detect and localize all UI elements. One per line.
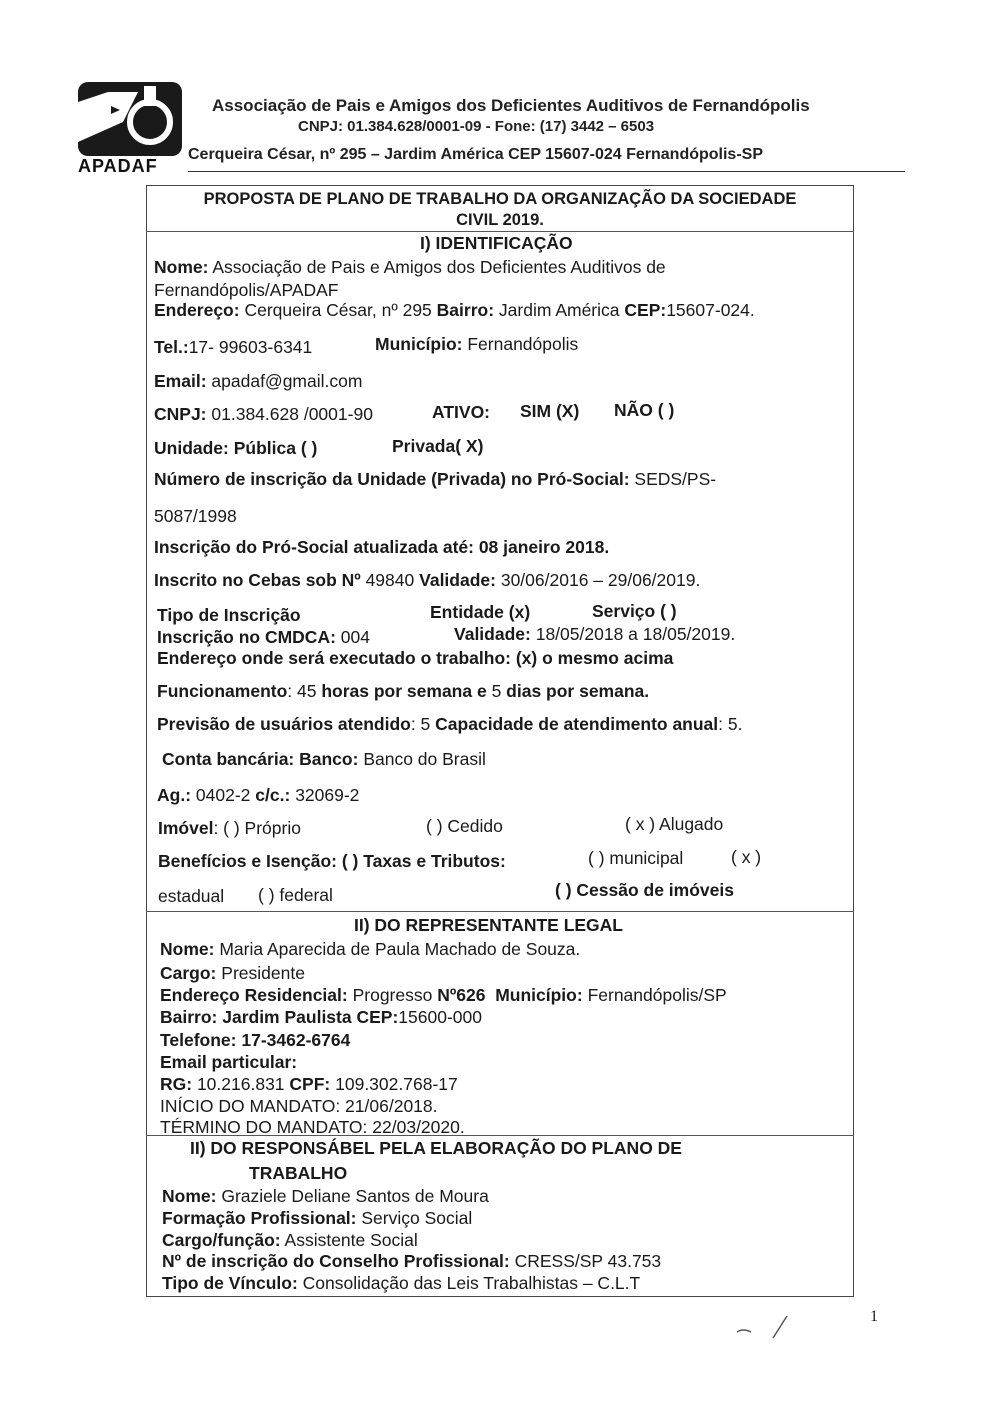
bairro-label: Bairro:	[436, 300, 495, 320]
cnpj-value: 01.384.628 /0001-90	[211, 404, 373, 424]
document-title-line1: PROPOSTA DE PLANO DE TRABALHO DA ORGANIZAÇÃO DA SOCIEDADE	[203, 190, 797, 208]
field-funcionamento	[157, 681, 649, 702]
rep-cep-value: 15600-000	[398, 1007, 482, 1027]
ativo-sim: SIM (X)	[520, 401, 580, 421]
previsao-label: Previsão de usuários atendido	[157, 714, 411, 734]
resp-formacao	[162, 1208, 472, 1229]
resp-vinculo-label: Tipo de Vínculo:	[162, 1273, 298, 1293]
pro-social-atualizada: Inscrição do Pró-Social atualizada até: 08 janeiro 2018.	[154, 537, 610, 557]
rep-cpf-label: CPF:	[289, 1074, 331, 1094]
resp-vinculo-value: Consolidação das Leis Trabalhistas – C.L.T	[302, 1273, 641, 1293]
rep-endereco-num: Nº626	[437, 985, 486, 1005]
funcionamento-label: Funcionamento	[157, 681, 288, 701]
tipo-entidade: Entidade (x)	[430, 602, 531, 622]
rep-inicio-mandato: INÍCIO DO MANDATO: 21/06/2018.	[160, 1096, 438, 1116]
cebas-validade-label: Validade:	[419, 570, 496, 590]
section1-heading: I) IDENTIFICAÇÃO	[420, 233, 573, 253]
field-imovel	[158, 818, 301, 839]
rep-nome	[160, 939, 580, 960]
rep-cargo-value: Presidente	[221, 963, 305, 983]
unidade-privada: Privada( X)	[392, 436, 484, 456]
field-cnpj	[154, 404, 373, 425]
cebas-validade-value: 30/06/2016 – 29/06/2019.	[500, 570, 701, 590]
resp-cargo-value: Assistente Social	[284, 1230, 418, 1250]
field-cmdca-validade	[454, 624, 735, 645]
funcionamento-days: 5	[491, 681, 502, 701]
rep-endereco-value: Progresso	[352, 985, 433, 1005]
resp-cargo	[162, 1230, 418, 1251]
conta-label: Conta bancária: Banco:	[162, 749, 359, 769]
bairro-value: Jardim América	[498, 300, 620, 320]
endereco-value: Cerqueira César, nº 295	[244, 300, 432, 320]
ag-value: 0402-2	[195, 785, 251, 805]
rep-endereco	[160, 985, 727, 1006]
nome-value-cont: Fernandópolis/APADAF	[154, 280, 339, 300]
rep-endereco-label: Endereço Residencial:	[160, 985, 348, 1005]
rep-nome-value: Maria Aparecida de Paula Machado de Souza.	[219, 939, 581, 959]
inscricao-value-cont: 5087/1998	[154, 506, 237, 526]
section3-heading-line1: II) DO RESPONSÁBEL PELA ELABORAÇÃO DO PLANO DE	[190, 1138, 682, 1158]
beneficios-label: Benefícios e Isenção: ( ) Taxas e Tributos:	[158, 851, 506, 871]
resp-nome-label: Nome:	[162, 1186, 217, 1206]
org-cnpj-phone: CNPJ: 01.384.628/0001-09 - Fone: (17) 3442 – 6503	[298, 118, 655, 135]
section2-heading: II) DO REPRESENTANTE LEGAL	[354, 915, 623, 935]
resp-nome	[162, 1186, 489, 1207]
section2-divider	[146, 911, 854, 912]
beneficios-estadual-mark: ( x )	[731, 847, 762, 867]
field-conta-bancaria	[162, 749, 486, 770]
rep-cargo-label: Cargo:	[160, 963, 217, 983]
rep-bairro	[160, 1007, 482, 1028]
capacidade-label: Capacidade de atendimento anual	[435, 714, 719, 734]
cep-value: 15607-024.	[666, 300, 755, 320]
tipo-servico: Serviço ( )	[592, 601, 677, 621]
handwritten-initials-icon	[735, 1312, 795, 1342]
rep-cpf-value: 109.302.768-17	[335, 1074, 458, 1094]
apadaf-logo	[78, 82, 182, 176]
logo-emblem-icon	[78, 82, 182, 156]
previsao-value: : 5	[410, 714, 431, 734]
header-divider	[188, 171, 905, 172]
tel-value: 17- 99603-6341	[188, 337, 313, 357]
ativo-label: ATIVO:	[432, 402, 491, 422]
rep-termino-mandato: TÉRMINO DO MANDATO: 22/03/2020.	[160, 1117, 465, 1137]
municipio-label: Município:	[375, 334, 463, 354]
resp-formacao-label: Formação Profissional:	[162, 1208, 357, 1228]
rep-documentos	[160, 1074, 458, 1095]
cmdca-value: 004	[340, 627, 370, 647]
field-inscricao-pro-social	[154, 469, 716, 490]
imovel-alugado: ( x ) Alugado	[625, 814, 724, 834]
unidade-publica: Unidade: Pública ( )	[154, 438, 318, 458]
field-agencia	[157, 785, 359, 806]
tipo-inscricao-label: Tipo de Inscrição	[157, 605, 301, 625]
rep-telefone: Telefone: 17-3462-6764	[160, 1030, 351, 1050]
org-address: Cerqueira César, nº 295 – Jardim América CEP 15607-024 Fernandópolis-SP	[188, 146, 763, 163]
capacidade-value: : 5.	[718, 714, 743, 734]
field-previsao	[157, 714, 742, 735]
cep-label: CEP:	[624, 300, 667, 320]
imovel-cedido: ( ) Cedido	[426, 816, 503, 836]
email-label: Email:	[154, 371, 207, 391]
document-title-line2: CIVIL 2019.	[456, 211, 544, 229]
inscricao-label: Número de inscrição da Unidade (Privada) no Pró-Social:	[154, 469, 630, 489]
rep-rg-label: RG:	[160, 1074, 193, 1094]
rep-cargo	[160, 963, 305, 984]
field-cmdca	[157, 627, 370, 648]
rep-email: Email particular:	[160, 1052, 298, 1072]
imovel-proprio: : ( ) Próprio	[213, 818, 301, 838]
cnpj-label: CNPJ:	[154, 404, 207, 424]
cebas-label: Inscrito no Cebas sob Nº	[154, 570, 361, 590]
field-municipio	[375, 334, 578, 355]
rep-rg-value: 10.216.831	[196, 1074, 285, 1094]
field-cebas	[154, 570, 700, 591]
logo-text: APADAF	[78, 156, 158, 176]
rep-municipio-label: Município:	[495, 985, 583, 1005]
municipio-value: Fernandópolis	[467, 334, 579, 354]
beneficios-estadual: estadual	[158, 886, 225, 906]
section3-heading-line2: TRABALHO	[249, 1163, 348, 1183]
email-value: apadaf@gmail.com	[211, 371, 363, 391]
resp-formacao-value: Serviço Social	[361, 1208, 473, 1228]
resp-vinculo	[162, 1273, 640, 1294]
cmdca-label: Inscrição no CMDCA:	[157, 627, 336, 647]
cmdca-validade-label: Validade:	[454, 624, 531, 644]
title-divider	[146, 231, 854, 232]
rep-municipio-value: Fernandópolis/SP	[587, 985, 727, 1005]
cc-label: c/c.:	[255, 785, 291, 805]
endereco-execucao: Endereço onde será executado o trabalho: (x) o mesmo acima	[157, 648, 674, 668]
rep-bairro-label: Bairro: Jardim Paulista CEP:	[160, 1007, 399, 1027]
cmdca-validade-value: 18/05/2018 a 18/05/2019.	[535, 624, 736, 644]
nome-value: Associação de Pais e Amigos dos Deficientes Auditivos de	[212, 257, 666, 277]
resp-inscricao-value: CRESS/SP 43.753	[514, 1251, 662, 1271]
funcionamento-hours: : 45	[287, 681, 317, 701]
funcionamento-mid: horas por semana e	[316, 681, 492, 701]
resp-inscricao	[162, 1251, 661, 1272]
imovel-label: Imóvel	[158, 818, 214, 838]
page-number: 1	[870, 1308, 878, 1325]
org-name: Associação de Pais e Amigos dos Deficientes Auditivos de Fernandópolis	[212, 96, 810, 115]
resp-cargo-label: Cargo/função:	[162, 1230, 281, 1250]
nome-label: Nome:	[154, 257, 209, 277]
field-nome	[154, 257, 666, 278]
field-endereco	[154, 300, 755, 321]
resp-nome-value: Graziele Deliane Santos de Moura	[221, 1186, 489, 1206]
beneficios-cessao: ( ) Cessão de imóveis	[555, 880, 734, 900]
cc-value: 32069-2	[295, 785, 360, 805]
rep-nome-label: Nome:	[160, 939, 215, 959]
ativo-nao: NÃO ( )	[614, 400, 675, 420]
conta-value: Banco do Brasil	[363, 749, 486, 769]
ag-label: Ag.:	[157, 785, 192, 805]
tel-label: Tel.:	[154, 337, 189, 357]
field-email	[154, 371, 362, 392]
cebas-value: 49840	[365, 570, 415, 590]
beneficios-municipal: ( ) municipal	[588, 848, 684, 868]
endereco-label: Endereço:	[154, 300, 240, 320]
field-tel	[154, 337, 312, 358]
resp-inscricao-label: Nº de inscrição do Conselho Profissional:	[162, 1251, 510, 1271]
inscricao-value: SEDS/PS-	[634, 469, 717, 489]
funcionamento-end: dias por semana.	[501, 681, 650, 701]
beneficios-federal: ( ) federal	[258, 885, 333, 905]
